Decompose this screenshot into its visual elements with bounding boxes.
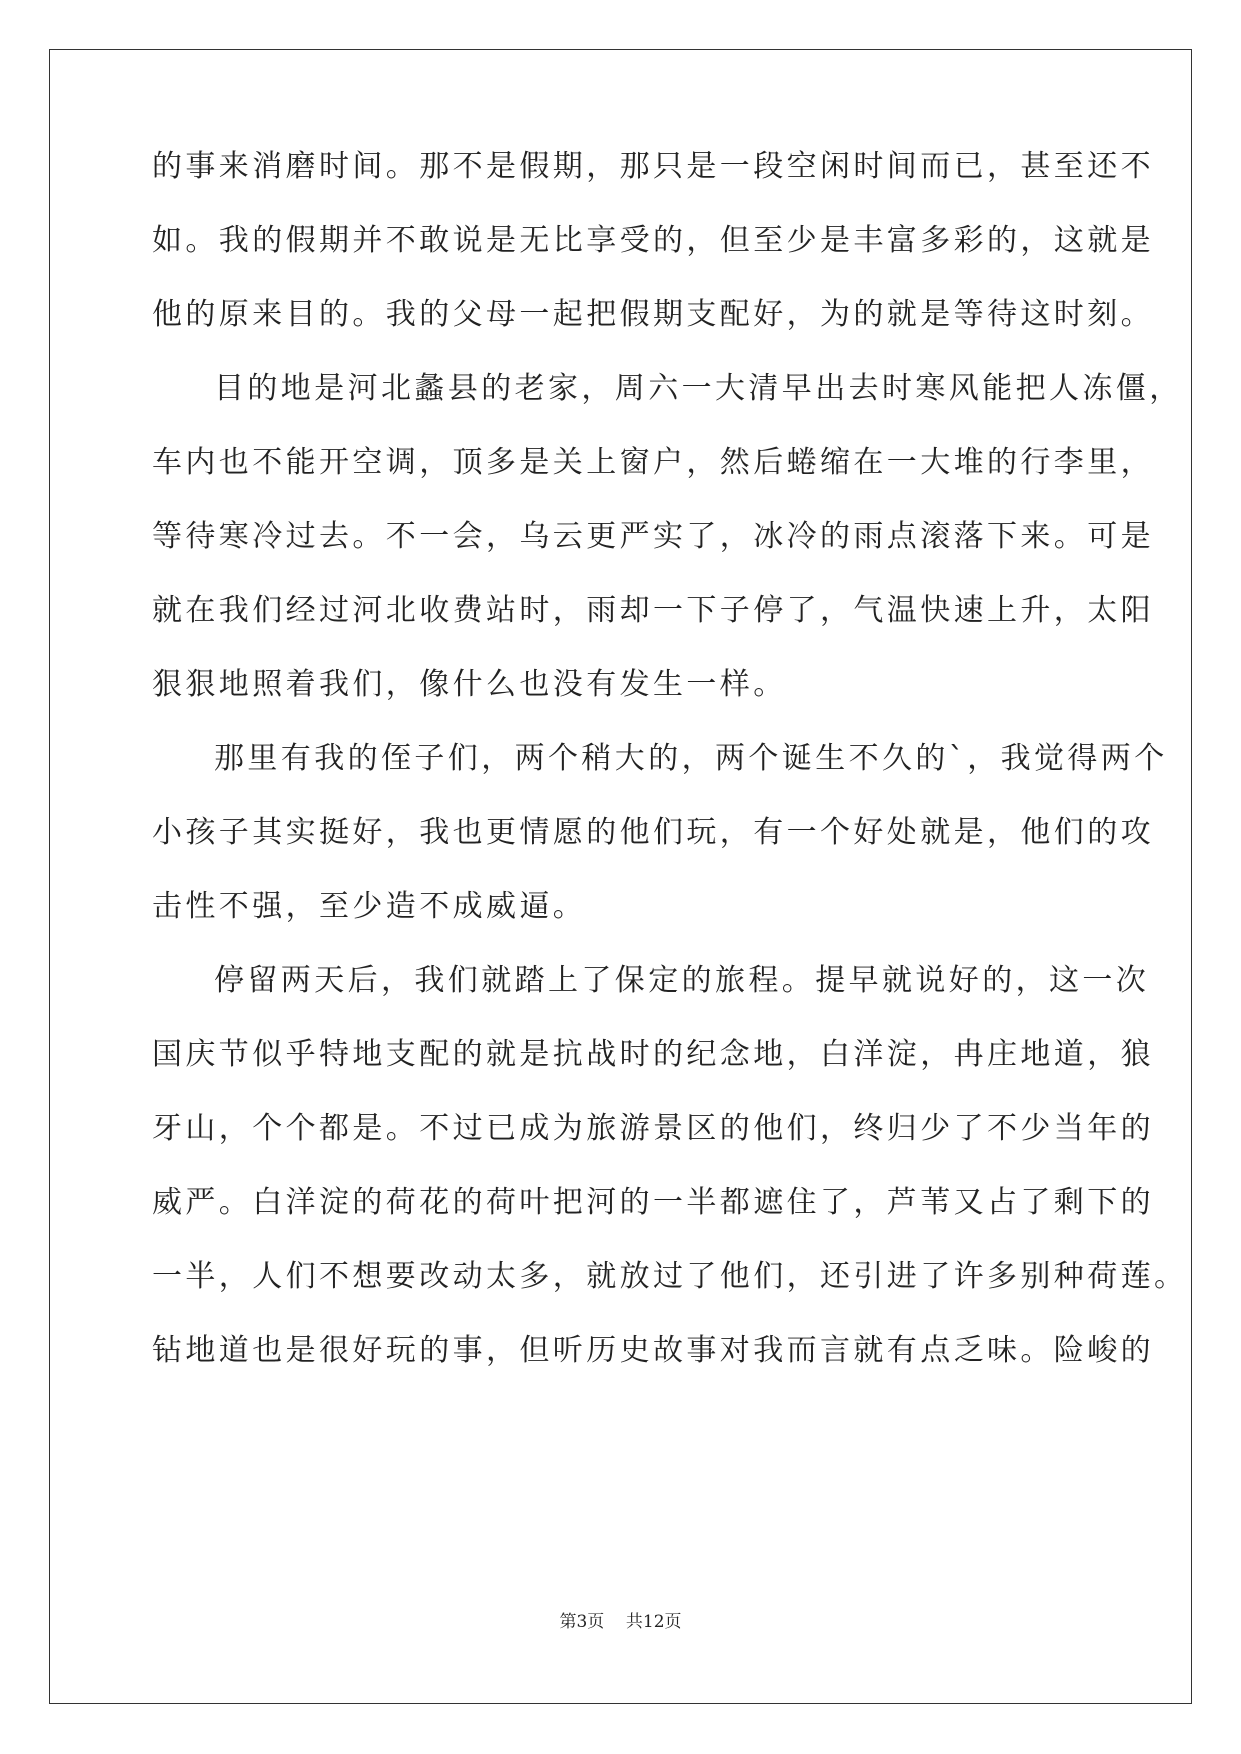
text-line: 如。我的假期并不敢说是无比享受的，但至少是丰富多彩的，这就是 bbox=[152, 223, 1154, 258]
text-line: 钻地道也是很好玩的事，但听历史故事对我而言就有点乏味。险峻的 bbox=[152, 1333, 1154, 1368]
footer-spacer bbox=[604, 1612, 626, 1632]
text-line: 击性不强，至少造不成威逼。 bbox=[152, 889, 587, 924]
page-total: 共12页 bbox=[625, 1612, 682, 1632]
text-line: 国庆节似乎特地支配的就是抗战时的纪念地，白洋淀，冉庄地道，狼 bbox=[152, 1037, 1154, 1072]
text-line: 狠狠地照着我们，像什么也没有发生一样。 bbox=[152, 667, 787, 702]
text-line: 一半，人们不想要改动太多，就放过了他们，还引进了许多别种荷莲。 bbox=[152, 1259, 1188, 1294]
paragraph-first-line: 停留两天后，我们就踏上了保定的旅程。提早就说好的，这一次 bbox=[214, 963, 1150, 998]
text-line: 小孩子其实挺好，我也更情愿的他们玩，有一个好处就是，他们的攻 bbox=[152, 815, 1154, 850]
text-line: 的事来消磨时间。那不是假期，那只是一段空闲时间而已，甚至还不 bbox=[152, 149, 1154, 184]
text-line: 车内也不能开空调，顶多是关上窗户，然后蜷缩在一大堆的行李里， bbox=[152, 445, 1154, 480]
text-line: 等待寒冷过去。不一会，乌云更严实了，冰冷的雨点滚落下来。可是 bbox=[152, 519, 1154, 554]
text-line: 威严。白洋淀的荷花的荷叶把河的一半都遮住了，芦苇又占了剩下的 bbox=[152, 1185, 1154, 1220]
page-footer bbox=[0, 1611, 1241, 1633]
paragraph-first-line: 那里有我的侄子们，两个稍大的，两个诞生不久的`，我觉得两个 bbox=[214, 741, 1168, 776]
page-number: 第3页 bbox=[559, 1612, 605, 1632]
text-line: 就在我们经过河北收费站时，雨却一下子停了，气温快速上升，太阳 bbox=[152, 593, 1154, 628]
paragraph-first-line: 目的地是河北蠡县的老家，周六一大清早出去时寒风能把人冻僵， bbox=[214, 371, 1183, 406]
text-line: 他的原来目的。我的父母一起把假期支配好，为的就是等待这时刻。 bbox=[152, 297, 1154, 332]
text-line: 牙山，个个都是。不过已成为旅游景区的他们，终归少了不少当年的 bbox=[152, 1111, 1154, 1146]
